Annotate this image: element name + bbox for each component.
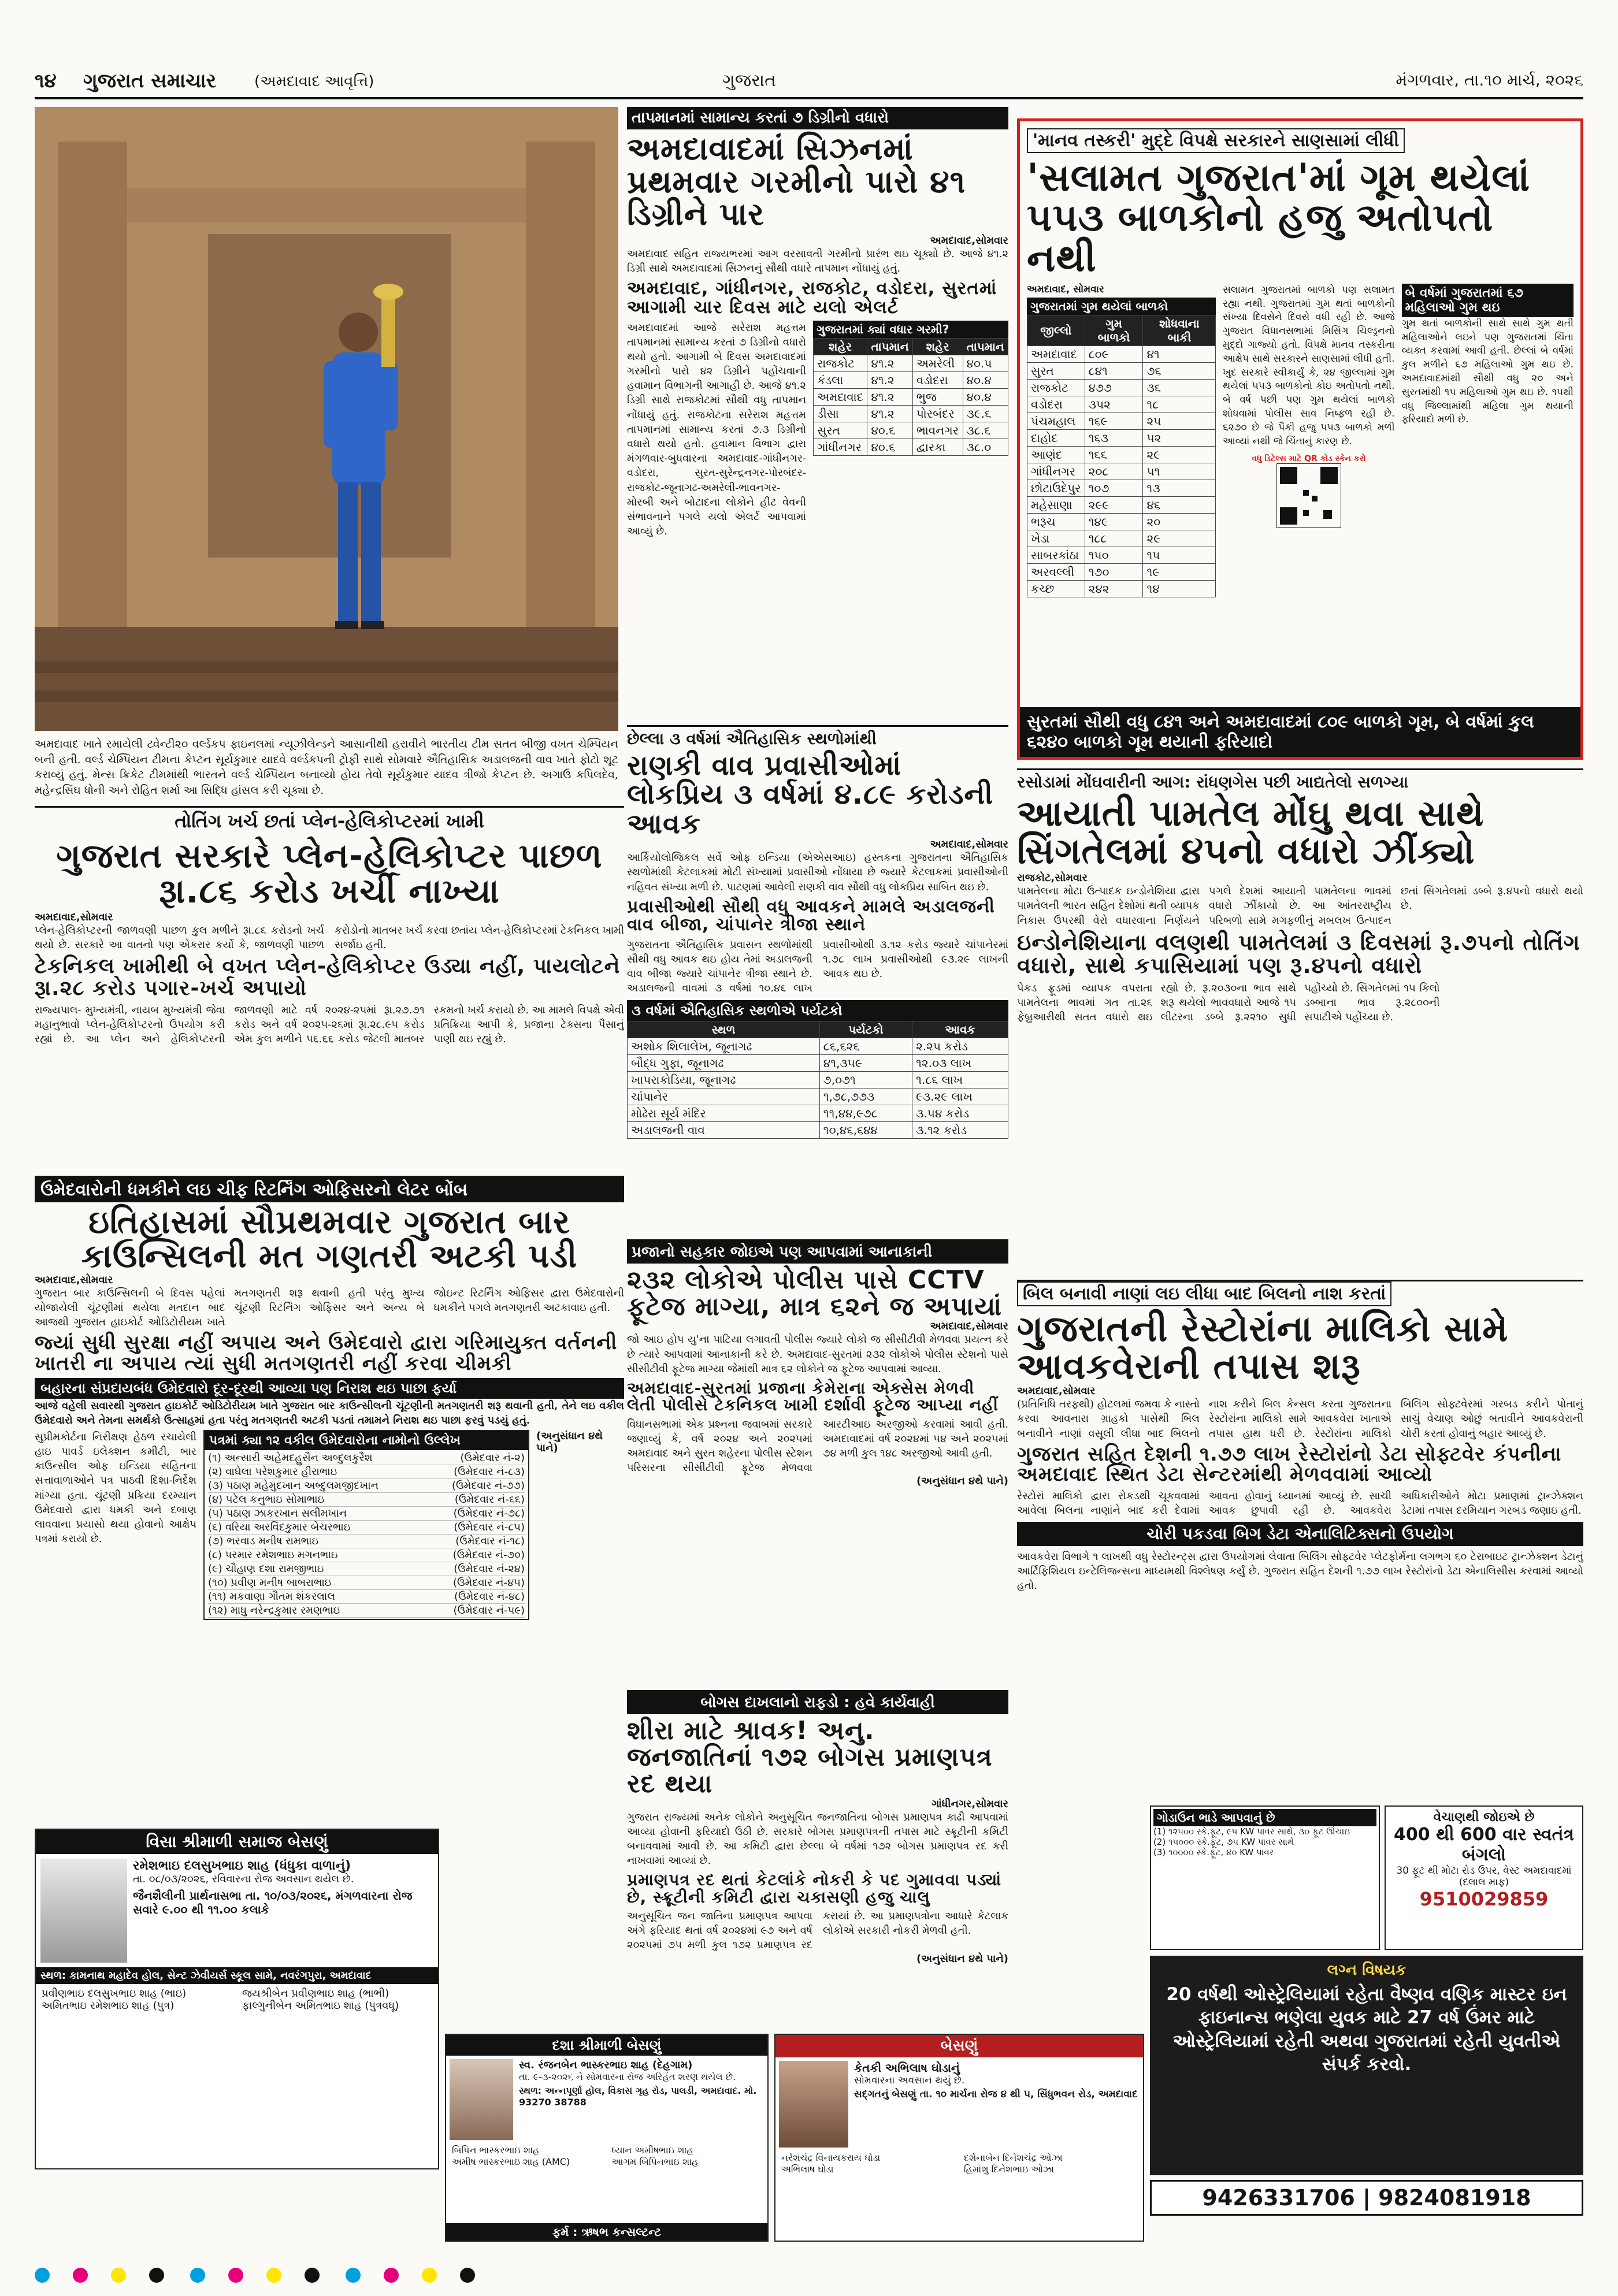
table-cell: વડોદરા [912, 371, 963, 388]
story-headline: આયાતી પામતેલ મોંઘુ થવા સાથે સિંગતેલમાં ૪૫નો વધારો ઝીંક્યો [1017, 792, 1485, 872]
list-item: અમીષ ભાસ્કરભાઇ શાહ (AMC) [452, 2156, 570, 2167]
story-body-2: વિધાનસભામાં એક પ્રશ્નના જવાબમાં સરકારે જણાવ્યું કે, વર્ષ ૨૦૨૪ અને ૨૦૨૫માં અમદાવાદ અને સુરત શહેરના પોલીસ સ્ટેશન પરિસરના સીસીટીવી ફૂટેજ મેળવવા આરટીઆઇ અરજીઓ કરવામાં આવી હતી. અમદાવાદમાં વર્ષ ૨૦૨૪માં ૫૪ અને ૨૦૨૫માં ૭૪ મળી કુલ ૧૪૮ અરજીઓ આવી હતી. [627, 1418, 1008, 1474]
list-item: (૨) વાઘેલા પરેશકુમાર હીરાભાઇ (ઉમેદવાર નં-૮૩) [208, 1465, 525, 1478]
story-headline: શીરા માટે શ્રાવક! અનુ. જનજાતિનાં ૧૭૨ બોગસ પ્રમાણપત્ર રદ થયા [627, 1716, 993, 1799]
table-cell: ૧,૭૮,૭૭૩ [819, 1088, 912, 1105]
table-cell: છોટાઉદેપુર [1027, 480, 1085, 496]
obit-place: સ્થળ: કામનાથ મહાદેવ હોલ, સેન્ટ ઝેવીયર્સ સ્કૂલ સામે, નવરંગપુરા, અમદાવાદ [36, 1967, 438, 1984]
story-subhead: અમદાવાદ-સુરતમાં પ્રજાના કેમેરાના એક્સેસ મેળવી લેતી પોલીસે ટેકનિકલ ખામી દર્શાવી ફૂટેજ આપ્યા નહીં [627, 1378, 999, 1415]
table-row [628, 1105, 1008, 1122]
story-body-1: જો આઇ હોપ યુ'ના પાટિયા લગાવતી પોલીસ જ્યારે લોકો જ સીસીટીવી મેળવવા પ્રયત્ન કરે છે ત્યારે આપવામાં આનાકાની કરે છે. અમદાવાદ-સુરતમાં ૨૩૨ લોકોએ પોલીસ સ્ટેશનો પાસે સીસીટીવી ફૂટેજ માગ્યા જેમાંથી માત્ર ૬૨ લોકોને જ ફૂટેજ આપવામાં આવ્યા. [627, 1333, 1008, 1375]
table-cell: ગાંધીનગર [1027, 463, 1085, 480]
table-header: તાપમાન [963, 338, 1008, 355]
table-cell: ૪૦.૪ [963, 388, 1008, 405]
table-cell: ૪૧.૨ [867, 388, 912, 405]
bungalow-note: 30 ફૂટ થી મોટા રોડ ઉપર, વેસ્ટ અમદાવાદમાં (દલાલ માફ) [1396, 1865, 1572, 1888]
story-footer: સુરતમાં સૌથી વધુ ૮૪૧ અને અમદાવાદમાં ૮૦૯ બાળકો ગૂમ, બે વર્ષમાં કુલ ૬૨૪૦ બાળકો ગૂમ થયાની ફરિયાદો [1020, 707, 1580, 757]
table-row [628, 1038, 1008, 1055]
bungalow-title: વેચાણથી જોઇએ છે [1433, 1810, 1535, 1825]
table-cell: અરવલ્લી [1027, 563, 1085, 580]
table-cell: સુરત [1027, 362, 1085, 379]
story-body-1: (પ્રતિનિધિ તરફથી) હોટલમાં જમવા કે નાસ્તો કરવા આવનારા ગ્રાહકો પાસેથી બિલ બનાવીને નાણાં વસૂલી લીધા બાદ બિલનો નાશ કરીને બિલ કેન્સલ કરતા ગુજરાતના રેસ્ટોરાંના માલિકો સામે આવકવેરા ખાતાએ તપાસ હાથ ધરી છે. રેસ્ટોરાંના માલિકો બિલિંગ સોફ્ટવેરમાં ગરબડ કરીને પોતાનું સાચું વેચાણ ઓછું બતાવીને આવકવેરાની ચોરી કરતાં હોવાનું બહાર આવ્યું છે. [1017, 1398, 1583, 1440]
story-body: અમદાવાદમાં આજે સરેરાશ મહત્તમ તાપમાનમાં સામાન્ય કરતાં ૭ ડિગ્રીનો વધારો થયો હતો. આગામી બે દિવસ અમદાવાદમાં ગરમીનો પારો ૪૨ ડિગ્રીને પહોંચવાની હવામાન વિભાગની આગાહી છે. આજે ૪૧.૨ ડિગ્રી સાથે રાજકોટમાં સૌથી વધુ તાપમાન નોંધાયું હતું. રાજકોટના સરેરાશ મહત્તમ તાપમાનમાં સામાન્ય કરતાં ૭.૩ ડિગ્રીનો વધારો થયો હતો. હવામાન વિભાગ દ્વારા મંગળવાર-બુધવારના અમદાવાદ-ગાંધીનગર-વડોદરા, સુરત-સુરેન્દ્રનગર-પોરબંદર-રાજકોટ-જૂનાગઢ-અમરેલી-ભાવનગર-મોરબી અને બોટાદના લોકોને હીટ વેવની સંભાવનાને પગલે યલો એલર્ટ આપવામાં આવ્યું છે. [627, 321, 806, 538]
table-cell: પોરબંદર [912, 405, 963, 422]
list-item: નરેશચંદ્ર વિનાયકરાય ઘોડા [781, 2152, 881, 2163]
list-item: દર્શનાબેન દિનેશચંદ્ર ઓઝા [964, 2152, 1063, 2163]
table-cell: ડીસા [814, 405, 867, 422]
table-cell: ૮૬,૬૨૬ [819, 1038, 912, 1055]
bungalow-ad [1385, 1805, 1583, 1950]
story-dateline: અમદાવાદ,સોમવાર [930, 838, 1008, 851]
qr-code-icon[interactable] [1276, 463, 1341, 528]
cctv-story [627, 1239, 1008, 1684]
obituary-ad-1 [35, 1829, 439, 2169]
table-header: ગુમ બાળકો [1085, 315, 1143, 345]
table-row [628, 1055, 1008, 1072]
table-cell: ૧૮ [1143, 396, 1216, 413]
paper-name: ગુજરાત સમાચાર [83, 69, 217, 92]
story-kicker: પ્રજાનો સહકાર જોઇએ પણ આપવામાં આનાકાની [627, 1241, 1008, 1264]
list-item: (૬) વરિયા અરવિંદકુમાર બેચરભાઇ (ઉમેદવાર નં-૮૫) [208, 1521, 525, 1533]
cricket-caption: અમદાવાદ ખાતે રમાયેલી ટ્વેન્ટી૨૦ વર્લ્ડકપ ફાઇનલમાં ન્યૂઝીલેન્ડને આસાનીથી હરાવીને ભારતીય ટીમ સતત બીજી વખત ચેમ્પિયન બની હતી. વર્લ્ડ ચેમ્પિયન ટીમના કેપ્ટન સૂર્યકુમાર યાદવે વર્લ્ડકપની ટ્રોફી સાથે સોમવારે ઐતિહાસિક અડાલજની વાવ ખાતે ફોટો શૂટ કરાવ્યું હતું. મેન્સ ક્રિકેટ ટીમમાંથી ભારતને વર્લ્ડ ચેમ્પિયન બનાવ્યો હોય તેવો સૂર્યકુમાર યાદવ ત્રીજો કેપ્ટન છે. અગાઉ કપિલદેવ, મહેન્દ્રસિંઘ ધોની અને રોહિત શર્મા આ સિદ્ધિ હાંસલ કરી ચૂક્યા છે. [35, 738, 618, 797]
story-kicker: બોગસ દાખલાનો રાફડો : હવે કાર્યવાહી [627, 1692, 1008, 1714]
temperature-table [813, 321, 1008, 539]
story-body-2: આજે વહેલી સવારથી ગુજરાત હાઇકોર્ટ ઓડિટોરીયમ ખાતે ગુજરાત બાર કાઉન્સીલની ચૂંટણીની મતગણતરી શરૂ થવાની હતી, તેને લઇ વકીલ ઉમેદવારો અને તેમના સમર્થકો ઉત્સાહમાં હતા પરંતુ મતગણતરી અટકી પડતાં તમામને નિરાશ થઇ પાછા ફરવું પડયું હતું. [35, 1399, 624, 1426]
story-headline: ૨૩૨ લોકોએ પોલીસ પાસે CCTV ફૂટેજ માગ્યા, માત્ર ૬૨ને જ અપાયાં [627, 1265, 1003, 1322]
story-continued: (અનુસંધાન ૪થે પાને) [916, 1475, 1008, 1488]
table-cell: ૧૫ [1143, 547, 1216, 563]
stepwell-illustration [35, 107, 618, 731]
table-cell: ૧૦,૪૬,૬૪૪ [819, 1122, 912, 1139]
table-cell: ૭૬ [1143, 362, 1216, 379]
obit-photo [779, 2061, 848, 2148]
story-headline: ગુજરાત સરકારે પ્લેન-હેલિકોપ્ટર પાછળ રૂા.૮૬ કરોડ ખર્ચી નાખ્યા [56, 836, 603, 911]
list-item: અમિતભાઇ રમેશભાઇ શાહ (પુત્ર) [42, 2000, 175, 2012]
candidates-list [203, 1430, 529, 1620]
story-body-1: ગુજરાત રાજ્યમાં અનેક લોકોને અનુસૂચિત જનજાતિના બોગસ પ્રમાણપત્ર કાઢી આપવામાં આવ્યા હોવાની ફરિયાદો ઉઠી છે. સરકારે બોગસ પ્રમાણપત્રની તપાસ માટે સ્ક્રૂટીની કમિટી બનાવવામાં આવી છે. આ કમિટી દ્વારા છેલ્લા બે વર્ષમાં ૧૭૨ બોગસ પ્રમાણપત્ર રદ કરી નાખવામાં આવ્યાં છે. [627, 1811, 1008, 1867]
list-item: અભિલાષ ઘોડા [781, 2164, 834, 2175]
bungalow-phone[interactable]: 9510029859 [1419, 1888, 1549, 1910]
classifieds [1150, 1805, 1583, 2245]
story-kicker: ઉમેદવારોની ધમકીને લઇ ચીફ રિટર્નિંગ ઓફિસરનો લેટર બોંબ [35, 1177, 624, 1202]
obit-prayer: સદ્ગતનું બેસણું તા. ૧૦ માર્ચના રોજ ૪ થી ૫, સિંધુભવન રોડ, અમદાવાદ [854, 2089, 1138, 2100]
table-row [1027, 463, 1216, 480]
table-row [1027, 496, 1216, 513]
matrimony-ad [1150, 1956, 1583, 2175]
table-cell: ૩૫૨ [1085, 396, 1143, 413]
story-dateline: અમદાવાદ,સોમવાર [1017, 1385, 1096, 1398]
story-dateline: અમદાવાદ,સોમવાર [930, 1320, 1008, 1333]
table-cell: ૩૮.૬ [963, 422, 1008, 439]
table-cell: ૧૬૯ [1085, 413, 1143, 429]
story-body-1: પ્લેન-હેલિકોપ્ટરની જાળવણી પાછળ કુલ મળીને રૂા.૮૬ કરોડનો ખર્ચ થયો છે. સરકારે આ વાતનો પણ એકરાર કર્યો કે, જાળવણી પાછળ કરોડોનો માતબર ખર્ચ કરવા છતાંય પ્લેન-હેલિકોપ્ટરમાં ટેકનિકલ ખામી સર્જાઇ હતી. [35, 924, 624, 951]
table-cell: ૩.૧૨ કરોડ [912, 1122, 1008, 1139]
table-row [1027, 446, 1216, 463]
table-cell: ૧૮૮ [1085, 530, 1143, 547]
page-number: ૧૪ [35, 69, 57, 92]
list-item: (3) ૧૦૦૦૦ સ્કે.ફૂટ, ૪૦ KW પાવર [1153, 1847, 1274, 1857]
story-kicker: રસોડામાં મોંઘવારીની આગ: રાંધણગેસ પછી ખાદ્યતેલો સળગ્યા [1017, 772, 1409, 792]
table-row [814, 439, 1008, 455]
table-cell: ૪૧.૨ [867, 355, 912, 371]
table-cell: ૧૭૦ [1085, 563, 1143, 580]
table-row [628, 1088, 1008, 1105]
table-cell: ૨૯ [1143, 530, 1216, 547]
table-row [814, 388, 1008, 405]
print-registration-marks [35, 2268, 1583, 2291]
table-row [814, 422, 1008, 439]
obit-place: સ્થળ: અન્નપૂર્ણા હોલ, વિકાસ ગૃહ રોડ, પાલડી, અમદાવાદ. મો. 93270 38788 [519, 2085, 757, 2108]
story-subhead: અમદાવાદ, ગાંધીનગર, રાજકોટ, વડોદરા, સુરતમાં આગામી ચાર દિવસ માટે યલો એલર્ટ [627, 278, 997, 318]
table-cell: ૭,૦૭૧ [819, 1072, 912, 1088]
story-dateline: અમદાવાદ,સોમવાર [930, 235, 1008, 247]
missing-children-table [1027, 315, 1216, 597]
table-title: ગુજરાતમાં ગુમ થયેલાં બાળકો [1027, 298, 1216, 315]
missing-children-story [1017, 118, 1583, 760]
table-title: ૩ વર્ષમાં ઐતિહાસિક સ્થળોએ પર્યટકો [627, 1000, 1008, 1021]
godown-ad [1150, 1805, 1380, 1950]
godown-title: ગોડાઉન ભાડે આપવાનું છે [1153, 1809, 1376, 1826]
edible-oil-story [1017, 768, 1583, 1277]
table-cell: સાબરકાંઠા [1027, 547, 1085, 563]
table-cell: ૩૬ [1143, 379, 1216, 396]
story-dateline: રાજકોટ,સોમવાર [1017, 872, 1088, 885]
obit-photo [40, 1859, 127, 1963]
table-cell: ચાંપાનેર [628, 1088, 820, 1105]
matrimony-phone[interactable]: 9426331706 | 9824081918 [1150, 2180, 1583, 2216]
matrimony-text: 20 વર્ષથી ઓસ્ટ્રેલિયામાં રહેતા વૈષ્ણવ વણિક માસ્ટર ઇન ફાઇનાન્સ ભણેલા યુવક માટે 27 વર્ષ ઉંમર માટે ઓસ્ટ્રેલિયામાં રહેતી અથવા ગુજરાતમાં રહેતી યુવતીએ સંપર્ક કરવો. [1166, 1984, 1567, 2075]
table-cell: ૨૦ [1143, 513, 1216, 530]
obit-name: કેતકી અભિલાષ ઘોડાનું [854, 2061, 960, 2075]
story-body-2: રેસ્ટોરાં માલિકો દ્વારા રોકડથી ચૂકવવામાં આવેલા બિલના નાણાંને બાદ કરી દેવામાં આવતા હોવાનું ધ્યાનમાં આવ્યું છે. સાચી આવક છુપાવી રહી છે. આવકવેરા અધિકારીઓને મોટા પ્રમાણમાં ટ્રાન્ઝેક્શન ડેટામાં તપાસ દરમિયાન ગરબડ જણાઇ હતી. [1017, 1490, 1583, 1517]
table-cell: ૪૧.૨ [867, 405, 912, 422]
story-body-3: આવકવેરા વિભાગે ૧ લાખથી વધુ રેસ્ટોરન્ટ્સ દ્વારા ઉપયોગમાં લેવાતા બિલિંગ સોફ્ટવેર પ્લેટફોર્મના લગભગ ૬૦ ટેરાબાઇટ ટ્રાન્ઝેક્શન ડેટાનું આર્ટિફિશિયલ ઇન્ટેલિજન્સના માધ્યમથી વિશ્લેષણ કર્યું છે. ગુજરાત સહિત દેશની ૧.૭૭ લાખ રેસ્ટોરાંનો ડેટા એનાલિસીસ કરવામાં આવ્યો હતો. [1017, 1550, 1583, 1592]
table-row [1027, 413, 1216, 429]
cricket-photo [35, 107, 618, 731]
list-item: (૪) પટેલ કનુભાઇ સોમાભાઇ (ઉમેદવાર નં-૬૬) [208, 1493, 525, 1506]
table-cell: કંડલા [814, 371, 867, 388]
bar-council-story [35, 1176, 624, 1823]
section-name: ગુજરાત [722, 70, 777, 91]
table-cell: ૧.૮૬ લાખ [912, 1072, 1008, 1088]
story-body-2: રાજ્યપાલ- મુખ્યમંત્રી, નાયબ મુખ્યમંત્રી જેવા મહાનુભાવો પ્લેન-હેલિકોપ્ટરનો ઉપયોગ કરી રહ્યાં છે. આ પ્લેન અને હેલિકોપ્ટરની જાળવણી માટે વર્ષ ૨૦૨૪-૨૫માં રૂા.૨૭.૭૧ કરોડ અને વર્ષ ૨૦૨૫-૨૬માં રૂા.૨૮.૯૫ કરોડ એમ કુલ મળીને ૫૬.૬૬ કરોડ જેટલી માતબર રકમનો ખર્ચ કરાયો છે. આ મામલે વિપક્ષે એવી પ્રતિક્રિયા આપી કે, પ્રજાના ટેક્સના પૈસાનું પાણી થઇ રહ્યું છે. [35, 1004, 624, 1046]
story-headline: ગુજરાતની રેસ્ટોરાંના માલિકો સામે આવકવેરાની તપાસ શરૂ [1017, 1307, 1509, 1388]
table-row [1027, 580, 1216, 597]
obit-photo [450, 2059, 513, 2140]
list-title: પત્રમાં ક્યા ૧૨ વકીલ ઉમેદવારોના નામોનો ઉલ્લેખ [205, 1431, 528, 1450]
obit-text: તા. ૦૮/૦૩/૨૦૨૬, રવિવારના રોજ અવસાન થયેલ છે. [133, 1873, 354, 1885]
temperature-story [627, 107, 1008, 719]
obit-name: સ્વ. રંજનબેન ભાસ્કરભાઇ શાહ (દેહગામ) [519, 2059, 693, 2071]
table-cell: ૩.૫૪ કરોડ [912, 1105, 1008, 1122]
table-header: શોધવાના બાકી [1143, 315, 1216, 345]
table-cell: ૨૯૯ [1085, 496, 1143, 513]
table-cell: ખાપરાકોડિયા, જૂનાગઢ [628, 1072, 820, 1088]
table-cell: ૪૦.૬ [867, 422, 912, 439]
story-subhead: પ્રમાણપત્ર રદ થતાં કેટલાંકે નોકરી કે પદ ગુમાવવા પડ્યાં છે, સ્ક્રૂટીની કમિટી દ્વારા ચકાસણી હજુ ચાલુ [627, 1870, 1002, 1907]
list-item: પ્રવીણભાઇ દલસુખભાઇ શાહ (ભાઇ) [42, 1987, 187, 2000]
table-cell: અશોક શિલાલેખ, જૂનાગઢ [628, 1038, 820, 1055]
obit-title: વિસા શ્રીમાળી સમાજ બેસણું [36, 1830, 438, 1854]
table-header: શહેર [814, 338, 867, 355]
story-headline-line1: 'સલામત ગુજરાત'માં ગૂમ થયેલાં [1027, 155, 1531, 200]
helicopter-story [35, 806, 624, 1170]
heritage-sites-table [627, 1021, 1008, 1139]
table-row [1027, 513, 1216, 530]
bungalow-text: 400 થી 600 વાર સ્વતંત્ર બંગલો [1393, 1825, 1574, 1865]
table-header: શહેર [912, 338, 963, 355]
table-cell: અમદાવાદ [1027, 345, 1085, 362]
table-cell: ૫૨ [1143, 429, 1216, 446]
table-cell: આણંદ [1027, 446, 1085, 463]
table-row [1027, 429, 1216, 446]
table-cell: દાહોદ [1027, 429, 1085, 446]
list-item: બિપિન ભાસ્કરભાઇ શાહ [452, 2145, 540, 2156]
table-title: ગુજરાતમાં ક્યાં વધાર ગરમી? [813, 321, 1008, 338]
table-cell: ૧૫૦ [1085, 547, 1143, 563]
table-cell: ૪૬ [1143, 496, 1216, 513]
list-item: (૭) ભરવાડ મનીષ રામભાઇ (ઉમેદવાર નં-૧૮) [208, 1535, 525, 1547]
sidebar-title: બે વર્ષમાં ગુજરાતમાં ૬૭ મહિલાઓ ગુમ થઇ [1402, 284, 1574, 317]
story-bar: બહારના સંપ્રદાયબંધ ઉમેદવારો દૂર-દૂરથી આવ્યા પણ નિરાશ થઇ પાછા ફર્યા [35, 1378, 624, 1399]
table-row [628, 1072, 1008, 1088]
table-cell: ૪૦.૫ [963, 355, 1008, 371]
table-cell: પંચમહાલ [1027, 413, 1085, 429]
table-cell: ૯૩.૨૯ લાખ [912, 1088, 1008, 1105]
story-subhead: પ્રવાસીઓથી સૌથી વધુ આવકને મામલે અડાલજની વાવ બીજા, ચાંપાનેર ત્રીજા સ્થાને [627, 896, 995, 935]
table-cell: ૧૪૯ [1085, 513, 1143, 530]
table-row [628, 1122, 1008, 1139]
table-cell: ૨૯ [1143, 446, 1216, 463]
story-body-2: અનુસૂચિત જન જાતિના પ્રમાણપત્ર આપવા અંગે ફરિયાદ થતાં વર્ષ ૨૦૨૪માં ૯૭ અને વર્ષ ૨૦૨૫માં ૭૫ મળી કુલ ૧૭૨ પ્રમાણપત્ર રદ કરાયાં છે. આ પ્રમાણપત્રોના આધારે કેટલાક લોકોએ સરકારી નોકરી મેળવી હતી. [627, 1910, 1008, 1952]
table-cell: ૪૧ [1143, 345, 1216, 362]
story-kicker: છેલ્લા ૩ વર્ષમાં ઐતિહાસિક સ્થળોમાંથી [627, 729, 877, 748]
story-bar: ચોરી પકડવા બિગ ડેટા એનાલિટિક્સનો ઉપયોગ [1017, 1522, 1583, 1546]
table-row [1027, 379, 1216, 396]
story-continued: (અનુસંધાન ૪થે પાને) [916, 1952, 1008, 1965]
bogus-certificates-story [627, 1690, 1008, 2031]
story-headline: અમદાવાદમાં સિઝનમાં પ્રથમવાર ગરમીનો પારો ૪૧ ડિગ્રીને પાર [627, 131, 966, 233]
list-item: જયશ્રીબેન પ્રવીણભાઇ શાહ (ભાભી) [242, 1987, 389, 2000]
story-dateline: અમદાવાદ, સોમવાર [1027, 283, 1104, 295]
table-cell: ભુજ [912, 388, 963, 405]
table-row [814, 355, 1008, 371]
obit-text: તા. ૯-૩-૨૦૨૬ ને સોમવારના રોજ અરિહંત શરણ થયેલ છે. [519, 2071, 736, 2082]
story-subhead: ટેકનિકલ ખામીથી બે વખત પ્લેન-હેલિકોપ્ટર ઉડ્યા નહીં, પાયલોટને રૂા.૨૮ કરોડ પગાર-ખર્ચ અપાયો [35, 954, 621, 1000]
sidebar-body: ગુમ થતાં બાળકોની સાથે સાથે ગુમ થતી મહિલાઓને લઇને પણ ગુજરાતમાં ચિંતા વ્યક્ત કરવામાં આવી હતી. છેલ્લાં બે વર્ષમાં કુલ મળીને ૬૭ મહિલાઓ ગુમ થઇ છે. અમદાવાદમાંથી સૌથી વધુ ૨૦ અને સુરતમાંથી ૧૫ મહિલાઓ ગુમ થઇ છે. ૧૫થી વધુ જિલ્લામાંથી મહિલા ગુમ થયાની ફરિયાદો મળી છે. [1401, 317, 1574, 426]
table-cell: ભાવનગર [912, 422, 963, 439]
list-item: (૫) પઠાણ ઝાકરખાન સલીમખાન (ઉમેદવાર નં-૭૮) [208, 1507, 525, 1519]
story-headline-line2: ૫૫૩ બાળકોનો હજુ અતોપતો નથી [1027, 195, 1494, 280]
story-body-2: ગુજરાતના ઐતિહાસિક પ્રવાસન સ્થળોમાંથી સૌથી વધુ આવક થઇ હોય તેમાં અડાલજની વાવ બીજા જ્યારે ચાંપાનેર ત્રીજા સ્થાને છે. અડાલજની વાવમાં ૩ વર્ષમાં ૧૦.૪૬ લાખ પ્રવાસીઓથી ૩.૧૨ કરોડ જ્યારે ચાંપાનેરમાં ૧.૭૮ લાખ પ્રવાસીઓથી ૯૩.૨૯ લાખની આવક થઇ છે. [627, 938, 1008, 995]
table-cell: ૩૯.૬ [963, 405, 1008, 422]
story-dateline: અમદાવાદ,સોમવાર [35, 911, 113, 923]
list-item: (2) ૧૫૦૦૦ સ્કે.ફૂટ, ૭૫ KW પાવર સાથે [1153, 1837, 1294, 1847]
table-cell: ૨૦૮ [1085, 463, 1143, 480]
list-item: આગમ બિપિનભાઇ શાહ [611, 2156, 699, 2167]
table-cell: રાજકોટ [1027, 379, 1085, 396]
table-cell: ૧૨.૦૩ લાખ [912, 1055, 1008, 1072]
table-row [1027, 396, 1216, 413]
table-row [1027, 530, 1216, 547]
story-kicker: બિલ બનાવી નાણાં લઇ લીધા બાદ બિલનો નાશ કરતાં [1017, 1281, 1391, 1306]
list-item: (૧૨) માધુ નરેન્દ્રકુમાર રમણભાઇ (ઉમેદવાર નં-૫૯) [208, 1604, 525, 1617]
table-row [1027, 563, 1216, 580]
table-cell: ૪૧.૨ [867, 371, 912, 388]
story-kicker: તોતિંગ ખર્ચ છતાં પ્લેન-હેલિકોપ્ટરમાં ખામી [175, 810, 484, 832]
story-dateline: અમદાવાદ,સોમવાર [35, 1273, 113, 1286]
table-cell: દ્વારકા [912, 439, 963, 455]
obit-title: બેસણું [775, 2035, 1143, 2057]
story-body-2: પેકડ ફ્રૂડમાં વ્યાપક વપરાતા પામતેલના ભાવમાં ગત તા.૨૬ ફેબ્રુઆરીથી સતત વધારો થઇ રહ્યો છે. રૂ.૨૦૩૦ના ભાવ સાથે શરૂ થયેલો ભાવવધારો આજે ૧૫ લીટરના ડબ્બે રૂ.૨૨૧૦ સુધી પહોંચ્યો છે. સિંગતેલમાં ૧૫ કિલો ડબ્બાના ભાવ રૂ.૨૮૦૦ની સપાટીએ પહોંચ્યા છે. [1017, 982, 1440, 1023]
obit-title: દશા શ્રીમાળી બેસણું [446, 2035, 767, 2056]
obit-text: સોમવારના અવસાન થયું છે. [854, 2075, 965, 2086]
table-cell: ખેડા [1027, 530, 1085, 547]
table-cell: અમરેલી [912, 355, 963, 371]
table-cell: ૪૦.૪ [963, 371, 1008, 388]
table-cell: વડોદરા [1027, 396, 1085, 413]
table-row [1027, 480, 1216, 496]
qr-caption: વધુ ડિટેલ્સ માટે QR કોડ સ્કેન કરો [1252, 454, 1366, 464]
list-item: (૮) પરમાર રમેશભાઇ મગનભાઇ (ઉમેદવાર નં-૭૦) [208, 1548, 525, 1561]
list-item: (1) ૧૨૫૦૦ સ્કે.ફૂટ, ૯૫ KW પાવર સાથે, ૩૦ ફૂટ ઊંચાઇ [1153, 1826, 1350, 1837]
list-item: (૯) ચૌહાણ દશા રામજીભાઇ (ઉમેદવાર નં-૨૪) [208, 1562, 525, 1575]
table-cell: ૧૬૩ [1085, 429, 1143, 446]
table-header: જીલ્લો [1027, 315, 1085, 345]
table-cell: અડાલજની વાવ [628, 1122, 820, 1139]
rani-ki-vav-story [627, 725, 1008, 1234]
table-row [814, 405, 1008, 422]
table-header: સ્થળ [628, 1021, 820, 1038]
story-lead: અમદાવાદ સહિત રાજ્યભરમાં આગ વરસાવતી ગરમીનો પ્રારંભ થઇ ચૂક્યો છે. આજે ૪૧.૨ ડિગ્રી સાથે અમદાવાદમાં સિઝનનું સૌથી વધારે તાપમાન નોંધાયું હતું. [627, 248, 1008, 275]
issue-date: મંગળવાર, તા.૧૦ માર્ચ, ૨૦૨૬ [1396, 70, 1583, 90]
table-cell: ૪૦.૬ [867, 439, 912, 455]
table-cell: મોઢેરા સૂર્ય મંદિર [628, 1105, 820, 1122]
table-cell: ૪૧,૩૫૯ [819, 1055, 912, 1072]
table-cell: બૌદ્ધ ગુફા, જૂનાગઢ [628, 1055, 820, 1072]
list-item: ફાલ્ગુનીબેન અમિતભાઇ શાહ (પુત્રવધૂ) [242, 2000, 399, 2012]
list-item: (૧૧) મકવાણા ગૌતમ શંકરલાલ (ઉમેદવાર નં-૪૮) [208, 1590, 525, 1603]
temperature-data-table [813, 338, 1008, 456]
table-cell: ૧૯ [1143, 563, 1216, 580]
table-cell: ૮૦૯ [1085, 345, 1143, 362]
table-header: આવક [912, 1021, 1008, 1038]
table-cell: ૩૮.૦ [963, 439, 1008, 455]
table-cell: ૧૩ [1143, 480, 1216, 496]
table-cell: મહેસાણા [1027, 496, 1085, 513]
table-cell: ૧૬૬ [1085, 446, 1143, 463]
list-item: ધ્યાન અમીષભાઇ શાહ [611, 2145, 693, 2156]
story-dateline: ગાંધીનગર,સોમવાર [932, 1797, 1008, 1810]
matrimony-title: લગ્ન વિષયક [1327, 1961, 1407, 1979]
obituary-ad-2 [445, 2034, 769, 2242]
table-cell: ૪૭૭ [1085, 379, 1143, 396]
story-kicker: તાપમાનમાં સામાન્ય કરતાં ૭ ડિગ્રીનો વધારો [627, 107, 1008, 129]
list-item: હિમાંશુ દિનેશભાઇ ઓઝા [964, 2164, 1055, 2175]
table-row [814, 371, 1008, 388]
story-continued: (અનુસંધાન ૪થે પાને) [536, 1429, 603, 1454]
story-body-1: પામતેલના મોટા ઉત્પાદક ઇન્ડોનેશિયા દ્વારા પામતેલની ભારત સહિત દેશોમાં થતી વ્યાપક નિકાસ ઉપરથી વેરો વધારવાના નિર્ણયને પગલે દેશમાં આયાતી પામતેલના ભાવમાં વધારો ઝીંકાયો છે. આ આંતરરાષ્ટ્રીય પરિબળો સામે મગફળીનું મબલખ ઉત્પાદન છતાં સિંગતેલમાં ડબ્બે રૂ.૪૫નો વધારો થયો છે. [1017, 885, 1583, 927]
story-body-1: આર્કિયોલોજિકલ સર્વે ઓફ ઇન્ડિયા (એએસઆઇ) હસ્તકના ગુજરાતના ઐતિહાસિક સ્થળોમાંથી કેટલાકમાં મોટી સંખ્યામાં પ્રવાસીઓ નોંધાયા છે જ્યારે કેટલાકમાં પ્રવાસીઓની નહિવત સંખ્યા મળી છે. પાટણમાં આવેલી રાણકી વાવ સૌથી વધુ લોકપ્રિય સાબિત થઇ છે. [627, 852, 1008, 893]
table-cell: ગાંધીનગર [814, 439, 867, 455]
table-cell: ૫૧ [1143, 463, 1216, 480]
table-cell: રાજકોટ [814, 355, 867, 371]
qr-block[interactable] [1223, 454, 1394, 530]
story-subhead: ગુજરાત સહિત દેશની ૧.૭૭ લાખ રેસ્ટોરાંનો ડેટા સોફ્ટવેર કંપનીના અમદાવાદ સ્થિત ડેટા સેન્ટરમાંથી મેળવવામાં આવ્યો [1017, 1442, 1562, 1487]
obit-footer: ફર્મ : ઋષભ કન્સલ્ટન્ટ [446, 2223, 767, 2241]
table-cell: ભરૂચ [1027, 513, 1085, 530]
table-cell: સુરત [814, 422, 867, 439]
story-subhead: જ્યાં સુધી સુરક્ષા નહીં અપાય અને ઉમેદવારો દ્વારા ગરિમાયુક્ત વર્તનની ખાતરી ના અપાય ત્યાં સુધી મતગણતરી નહીં કરવા ચીમકી [35, 1331, 618, 1375]
table-cell: ૨.૨૫ કરોડ [912, 1038, 1008, 1055]
table-cell: ૧૧,૪૪,૯૭૮ [819, 1105, 912, 1122]
list-item: (૧) અન્સારી અહેમદહુસૈન અબ્દુલકુરૈશ (ઉમેદવાર નં-૨) [208, 1451, 525, 1464]
list-item: (૧૦) પ્રવીણ મનીષ બાબરાભાઇ (ઉમેદવાર નં-૪૫) [208, 1576, 525, 1589]
story-body-1: ગુજરાત બાર કાઉન્સિલની બે દિવસ પહેલાં યોજાયેલી ચૂંટણીમાં થયેલા મતદાન બાદ આજથી ગુજરાત હાઇકોર્ટ ઓડિટોરીયમ ખાતે મતગણતરી શરૂ થવાની હતી પરંતુ મુખ્ય ચૂંટણી રિટર્નિંગ ઓફિસર અને અન્ય બે જોઇન્ટ રિટર્નિંગ ઓફિસર દ્વારા ઉમેદવારોની ધમકીને પગલે મતગણતરી અટકાવાઇ હતી. [35, 1287, 624, 1328]
table-cell: ૨૪૨ [1085, 580, 1143, 597]
table-row [1027, 547, 1216, 563]
story-headline: રાણકી વાવ પ્રવાસીઓમાં લોકપ્રિય ૩ વર્ષમાં ૪.૮૯ કરોડની આવક [627, 749, 994, 840]
table-cell: ૮૪૧ [1085, 362, 1143, 379]
table-cell: કચ્છ [1027, 580, 1085, 597]
story-subhead: ઇન્ડોનેશિયાના વલણથી પામતેલમાં ૩ દિવસમાં રૂ.૭૫નો તોતિંગ વધારો, સાથે કપાસિયામાં પણ રૂ.૪૫નો વધારો [1017, 929, 1580, 978]
table-row [1027, 345, 1216, 362]
table-cell: ૧૦૭ [1085, 480, 1143, 496]
table-cell: ૧૪ [1143, 580, 1216, 597]
obit-prayer: જૈનશૈલીની પ્રાર્થનાસભા તા. ૧૦/૦૩/૨૦૨૬, મંગળવારના રોજ સવારે ૯.૦૦ થી ૧૧.૦૦ કલાકે [133, 1889, 413, 1916]
table-cell: ૨૫ [1143, 413, 1216, 429]
obit-name: રમેશભાઇ દલસુખભાઇ શાહ (ધંધુકા વાળાનું) [133, 1859, 351, 1873]
story-headline: ઇતિહાસમાં સૌપ્રથમવાર ગુજરાત બાર કાઉન્સિલની મત ગણતરી અટકી પડી [81, 1203, 578, 1275]
story-body: સલામત ગુજરાતમાં બાળકો પણ સલામત રહ્યા નથી. ગુજરાતમાં ગુમ થતાં બાળકોની સંખ્યા દિવસેને દિવસે વધી રહી છે. આજે ગુજરાત વિધાનસભામાં મિસિંગ ચિલ્ડ્રનનો મુદ્દો ગાજ્યો હતો. વિપક્ષે માનવ તસ્કરીના આક્ષેપ સાથે સરકારને સાણસામાં લીધી હતી. ખુદ સરકારે સ્વીકાર્યું કે, ૨૪ જીલ્લામાં ગુમ થયેલાં ૫૫૩ બાળકોનો કોઇ અતોપતો નથી. બે વર્ષ પછી પણ ગુમ થયેલાં બાળકો શોધવામાં પોલીસ સાવ નિષ્ફળ રહી છે. ૬૨૭૦ છે જે પૈકી હજુ ૫૫૩ બાળકો મળી આવ્યાં નથી જે ચિંતાનું કારણ છે. [1223, 284, 1395, 447]
table-row [1027, 362, 1216, 379]
table-header: તાપમાન [867, 338, 912, 355]
table-cell: અમદાવાદ [814, 388, 867, 405]
table-header: પર્યટકો [819, 1021, 912, 1038]
story-body-3: સુપ્રીમકોર્ટના નિરીક્ષણ હેઠળ રચાયેલી હાઇ પાવર્ડ ઇલેક્શન કમીટી, બાર કાઉન્સીલ ઓફ ઇન્ડિયા સહિતના સત્તાવાળાઓને પત્ર પાઠવી દિશા-નિર્દેશ માંગ્યા હતા. ચૂંટણી પ્રક્રિયા દરમ્યાન ઉમેદવારો દ્વારા ધમકી અને દબાણ લાવવાના પ્રયાસો થયા હોવાનો આક્ષેપ પત્રમાં કરાયો છે. [35, 1431, 196, 1545]
list-item: (૩) પઠાણ મહેમુદખાન અબ્દુલમજીદખાન (ઉમેદવાર નં-૭૭) [208, 1479, 525, 1492]
obituary-ad-3 [774, 2034, 1144, 2242]
restaurants-story [1017, 1280, 1583, 1800]
story-kicker: 'માનવ તસ્કરી' મુદ્દે વિપક્ષે સરકારને સાણસામાં લીધી [1027, 128, 1405, 153]
edition: (અમદાવાદ આવૃત્તિ) [254, 73, 374, 90]
masthead [35, 65, 1583, 99]
